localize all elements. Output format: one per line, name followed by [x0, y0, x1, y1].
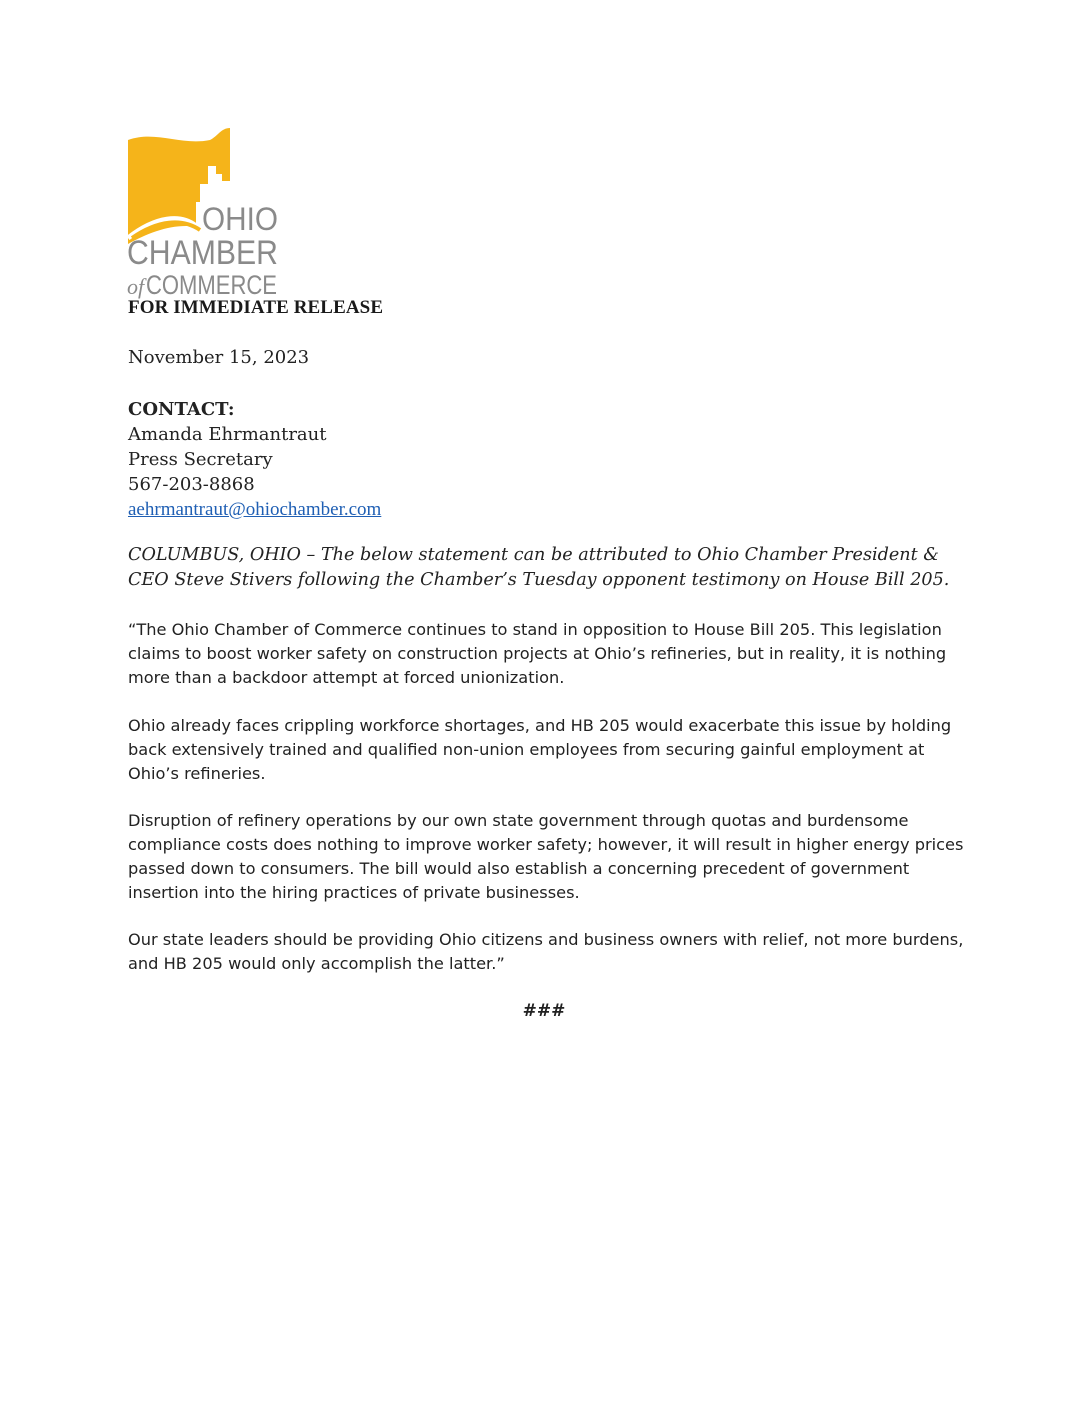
contact-name: Amanda Ehrmantraut [128, 424, 327, 445]
logo-line3-prefix: of [127, 274, 145, 299]
contact-title: Press Secretary [128, 449, 273, 470]
contact-block [128, 397, 381, 522]
release-label: FOR IMMEDIATE RELEASE [128, 297, 384, 318]
lead-statement: COLUMBUS, OHIO – The below statement can be attributed to Ohio Chamber President & CEO Steve Stivers following the Chamber’s Tuesday opponent testimony on House Bill 205. [128, 545, 950, 590]
body-paragraph-3: Disruption of refinery operations by our own state government through quotas and burdensome compliance costs does nothing to improve worker safety; however, it will result in higher energy prices passed down to consumers. The bill would also establish a concerning precedent of government insertion into the hiring practices of private businesses. [128, 811, 964, 902]
ohio-chamber-logo [126, 126, 286, 298]
release-date: November 15, 2023 [128, 347, 310, 368]
logo-line2: CHAMBER [127, 234, 278, 272]
end-mark: ### [522, 1001, 566, 1021]
body-paragraph-2: Ohio already faces crippling workforce shortages, and HB 205 would exacerbate this issue by holding back extensively trained and qualified non-union employees from securing gainful employment at Ohio’s refineries. [128, 716, 952, 783]
body-paragraph-4: Our state leaders should be providing Ohio citizens and business owners with relief, not more burdens, and HB 205 would only accomplish the latter.” [128, 930, 964, 973]
logo-line1: OHIO [202, 201, 278, 237]
body-paragraph-1: “The Ohio Chamber of Commerce continues to stand in opposition to House Bill 205. This legislation claims to boost worker safety on construction projects at Ohio’s refineries, but in reality, it is nothing more than a backdoor attempt at forced unionization. [128, 620, 947, 687]
contact-phone: 567-203-8868 [128, 474, 255, 495]
contact-heading: CONTACT: [128, 399, 235, 420]
contact-email-link[interactable]: aehrmantraut@ohiochamber.com [128, 499, 382, 520]
logo-line3: COMMERCE [146, 270, 277, 300]
